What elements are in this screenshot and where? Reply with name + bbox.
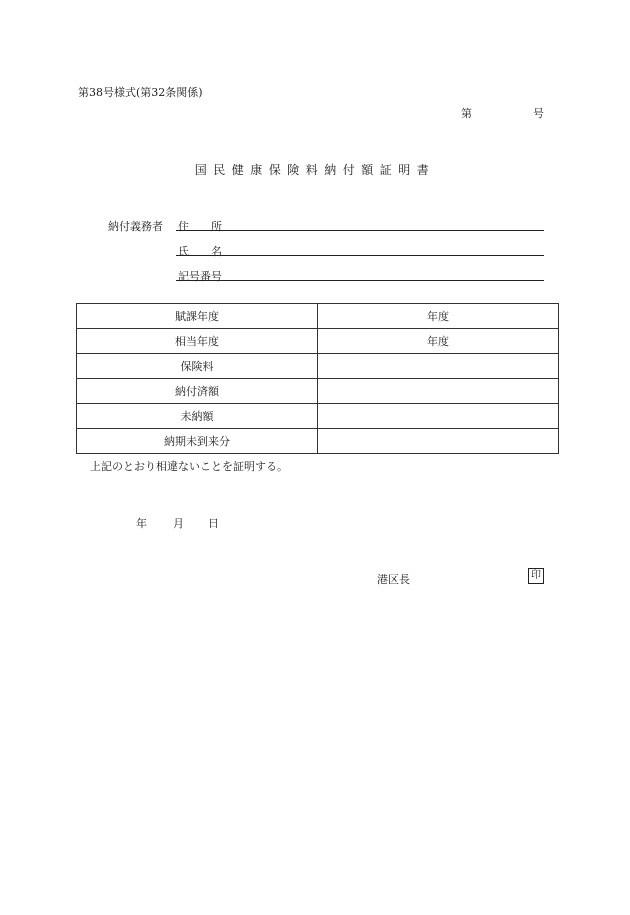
name-line xyxy=(176,255,544,256)
date-month-label: 月 xyxy=(173,517,184,530)
certification-statement: 上記のとおり相違ないことを証明する。 xyxy=(90,460,288,473)
date-year-label: 年 xyxy=(136,517,147,530)
table-row xyxy=(77,354,559,379)
table-row xyxy=(77,329,559,354)
table-row xyxy=(77,429,559,454)
document-number-suffix: 号 xyxy=(533,107,544,120)
form-number: 第38号様式(第32条関係) xyxy=(78,86,203,99)
document-title: 国民健康保険料納付額証明書 xyxy=(194,163,436,177)
row-value xyxy=(318,404,559,429)
row-value xyxy=(318,354,559,379)
signer-title: 港区長 xyxy=(377,573,410,586)
table-row xyxy=(77,379,559,404)
row-label: 相当年度 xyxy=(77,329,318,354)
row-label: 保険料 xyxy=(77,354,318,379)
row-value: 年度 xyxy=(318,304,559,329)
row-value xyxy=(318,379,559,404)
address-line xyxy=(176,230,544,231)
row-value: 年度 xyxy=(318,329,559,354)
table-row xyxy=(77,404,559,429)
row-label: 賦課年度 xyxy=(77,304,318,329)
row-value xyxy=(318,429,559,454)
seal-mark: 印 xyxy=(528,568,544,584)
row-label: 納期未到来分 xyxy=(77,429,318,454)
date-day-label: 日 xyxy=(208,517,219,530)
address-label: 住 所 xyxy=(178,220,222,233)
table-row xyxy=(77,304,559,329)
row-label: 未納額 xyxy=(77,404,318,429)
certificate-table xyxy=(76,303,559,454)
row-label: 納付済額 xyxy=(77,379,318,404)
obligor-label: 納付義務者 xyxy=(108,220,163,233)
document-number-label: 第 xyxy=(461,107,472,120)
id-number-label: 記号番号 xyxy=(178,270,222,283)
name-label: 氏 名 xyxy=(178,245,222,258)
id-number-line xyxy=(176,280,544,281)
